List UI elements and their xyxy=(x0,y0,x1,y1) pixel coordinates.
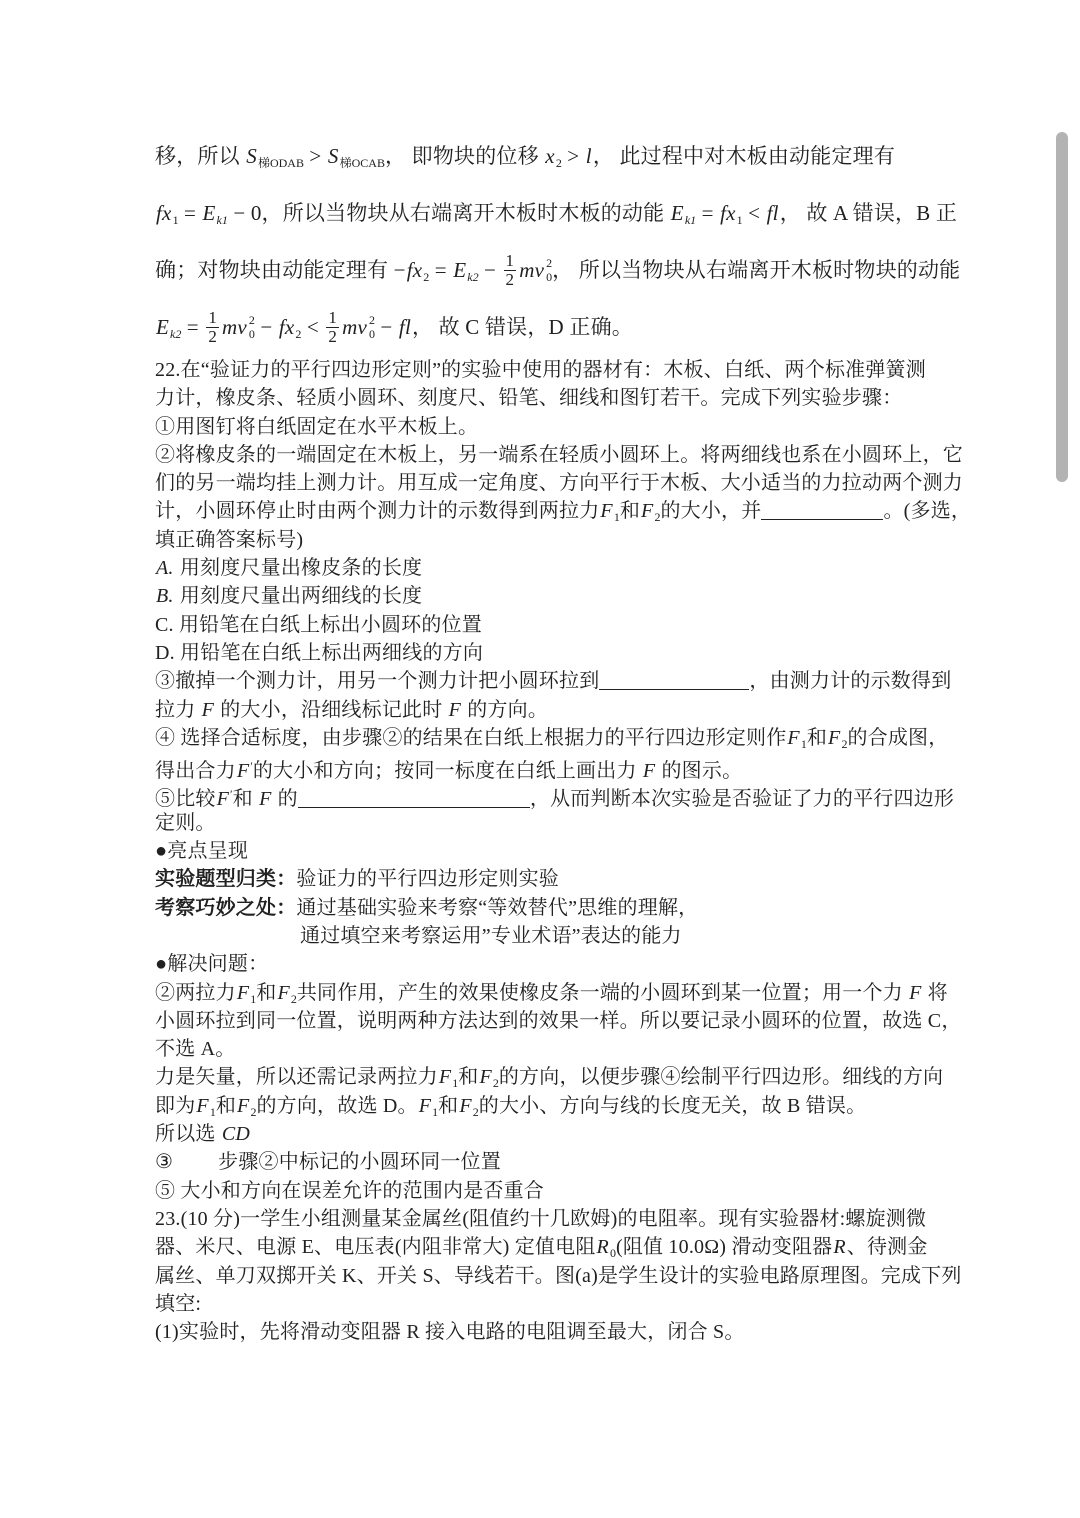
subscript: 1 xyxy=(172,213,179,227)
doc-line: 考察巧妙之处：通过基础实验来考察“等效替代”思维的理解， xyxy=(155,896,699,919)
math-variable: E xyxy=(202,201,216,225)
doc-line: 所以选 CD xyxy=(155,1123,250,1146)
fraction: $\frac{1}{2}$ xyxy=(208,307,218,346)
fraction: $\frac{1}{2}$ xyxy=(505,250,515,289)
math-variable: F xyxy=(201,698,215,721)
doc-line: ②两拉力$F_1$和$F_2$共同作用，产生的效果使橡皮条一端的小圆环到某一位置；用一个力 F 将 xyxy=(155,981,948,1006)
math-variable: R xyxy=(833,1236,846,1259)
math-variable: F xyxy=(237,1094,250,1117)
math-variable: F xyxy=(438,1066,452,1089)
doc-line: 小圆环拉到同一位置，说明两种方法达到的效果一样。所以要记录小圆环的位置，故选 C， xyxy=(155,1009,962,1032)
math-variable: E xyxy=(670,201,684,225)
subscript: 2 xyxy=(290,991,297,1006)
subscript: 1 xyxy=(209,1104,216,1119)
math-variable: F xyxy=(236,760,250,783)
math-variable: S xyxy=(246,144,257,168)
math-variable: F xyxy=(909,981,922,1004)
math-variable: CD xyxy=(221,1123,250,1146)
math-variable: F xyxy=(642,760,656,783)
doc-line: 拉力 F 的大小，沿细线标记此时 F 的方向。 xyxy=(155,698,549,721)
doc-line: 力计，橡皮条、轻质小圆环、刻度尺、铅笔、细线和图钉若干。完成下列实验步骤： xyxy=(155,387,903,410)
doc-line: ③ 步骤②中标记的小圆环同一位置 xyxy=(155,1151,501,1174)
subscript: 2 xyxy=(472,1104,479,1119)
math-variable: B. xyxy=(156,585,174,608)
doc-line: A. 用刻度尺量出橡皮条的长度 xyxy=(156,557,423,580)
math-variable: F xyxy=(641,500,654,523)
subscript: 2 xyxy=(555,156,562,170)
fill-in-blank xyxy=(298,788,530,808)
doc-line: 不选 A。 xyxy=(155,1038,236,1061)
math-variable: F xyxy=(459,1094,472,1117)
fill-in-blank xyxy=(599,670,749,690)
subscript: 2 xyxy=(841,736,848,751)
superscript: ′ xyxy=(250,759,253,774)
subscript: 梯ODAB xyxy=(257,156,304,170)
doc-line: ①用图钉将白纸固定在水平木板上。 xyxy=(155,415,479,438)
doc-line: ⑤ 大小和方向在误差允许的范围内是否重合 xyxy=(155,1179,544,1202)
math-variable: F xyxy=(418,1094,432,1117)
math-variable: fx xyxy=(406,258,423,282)
doc-line: ④ 选择合适标度，由步骤②的结果在白纸上根据力的平行四边形定则作$F_1$和$F_2$的合成图， xyxy=(155,726,949,751)
fill-in-blank xyxy=(761,500,883,520)
subscript: k2 xyxy=(467,270,479,284)
scrollbar-thumb[interactable] xyxy=(1056,132,1068,482)
math-variable: mv xyxy=(519,258,545,282)
bold-label: 考察巧妙之处： xyxy=(155,896,297,919)
math-variable: F xyxy=(259,788,272,811)
doc-line: 力是矢量，所以还需记录两拉力$F_1$和$F_2$的方向，以便步骤④绘制平行四边形。细线的方向 xyxy=(155,1066,944,1091)
doc-line: 23.(10 分)一学生小组测量某金属丝(阻值约十几欧姆)的电阻率。现有实验器材:螺旋测微 xyxy=(155,1207,927,1230)
fraction: $\frac{1}{2}$ xyxy=(328,307,338,346)
subscript: 1 xyxy=(432,1104,439,1119)
doc-line: 器、米尺、电源 E、电压表(内阻非常大) 定值电阻$R_0$(阻值 10.0Ω) 滑动变阻器R、待测金 xyxy=(155,1236,928,1261)
math-variable: fx xyxy=(156,201,172,225)
doc-line: ●亮点呈现 xyxy=(155,840,249,863)
math-variable: F xyxy=(600,500,613,523)
doc-line: ③撤掉一个测力计，用另一个测力计把小圆环拉到 ，由测力计的示数得到 xyxy=(155,670,952,693)
subscript: 0 xyxy=(609,1246,616,1261)
doc-line: 填空: xyxy=(155,1292,202,1315)
doc-line: Ek2 = $\frac{1}{2}$ mv 2 0 − fx2 < $\frac{1}{2}$ mv 2 0 − fl， 故 C 错误，D 正确。 xyxy=(156,307,633,346)
subscript: 1 xyxy=(613,510,620,525)
doc-line: 填正确答案标号) xyxy=(155,528,304,551)
doc-line: 22.在“验证力的平行四边形定则”的实验中使用的器材有：木板、白纸、两个标准弹簧测 xyxy=(155,359,926,381)
math-variable: fl xyxy=(398,315,411,339)
subscript: 1 xyxy=(800,736,807,751)
subscript: 2 xyxy=(654,510,661,525)
math-variable: E xyxy=(453,258,467,282)
subscript: 1 xyxy=(452,1076,459,1091)
doc-line: 即为$F_1$和$F_2$的方向，故选 D。$F_1$和$F_2$的大小、方向与线的长度无关，故 B 错误。 xyxy=(155,1094,867,1119)
math-variable: S xyxy=(327,144,339,168)
superscript: ′ xyxy=(230,787,233,802)
subscript: 2 xyxy=(492,1076,499,1091)
doc-line: (1)实验时，先将滑动变阻器 R 接入电路的电阻调至最大，闭合 S。 xyxy=(155,1321,745,1344)
document-page xyxy=(155,128,972,1346)
math-variable: R xyxy=(596,1236,609,1259)
subscript: k1 xyxy=(216,213,228,227)
math-variable: fl xyxy=(766,201,779,225)
doc-line: 通过填空来考察运用”专业术语”表达的能力 xyxy=(300,924,682,947)
subscript: 2 xyxy=(423,270,430,284)
sub-superscript: 2 0 xyxy=(546,256,553,285)
doc-line: 确；对物块由动能定理有 −fx2 = Ek2 − $\frac{1}{2}$ mv 2 0 ， 所以当物块从右端离开木板时物块的动能 xyxy=(155,250,961,289)
sub-superscript: 2 0 xyxy=(248,313,255,342)
subscript: 1 xyxy=(250,991,257,1006)
subscript: 1 xyxy=(736,213,743,227)
subscript: 2 xyxy=(295,327,302,341)
doc-line: 定则。 xyxy=(155,811,216,834)
doc-line: 计，小圆环停止时由两个测力计的示数得到两拉力$F_1$和$F_2$的大小，并 。(多选， xyxy=(155,500,972,525)
doc-line: 得出合力F′的大小和方向；按同一标度在白纸上画出力 F 的图示。 xyxy=(155,759,743,783)
math-variable: F xyxy=(277,981,290,1004)
math-variable: A. xyxy=(156,557,174,580)
sub-superscript: 2 0 xyxy=(368,313,375,342)
math-variable: l xyxy=(585,144,592,168)
math-variable: mv xyxy=(342,315,367,339)
math-variable: x xyxy=(545,144,555,168)
doc-line: 移，所以 S梯ODAB > S梯OCAB， 即物块的位移 x2 > l， 此过程中对木板由动能定理有 xyxy=(155,144,896,170)
doc-line: ②将橡皮条的一端固定在木板上，另一端系在轻质小圆环上。将两细线也系在小圆环上，它 xyxy=(155,443,963,466)
math-variable: E xyxy=(156,315,170,339)
subscript: k2 xyxy=(170,327,182,341)
doc-line: B. 用刻度尺量出两细线的长度 xyxy=(156,585,423,608)
math-variable: fx xyxy=(720,201,736,225)
doc-line: ⑤比较F′和 F 的 ，从而判断本次实验是否验证了力的平行四边形 xyxy=(155,787,955,811)
doc-line: D. 用铅笔在白纸上标出两细线的方向 xyxy=(155,641,484,664)
math-variable: F xyxy=(236,981,250,1004)
math-variable: F xyxy=(787,726,800,749)
math-variable: F xyxy=(479,1066,492,1089)
math-variable: F xyxy=(216,788,230,811)
math-variable: F xyxy=(196,1094,209,1117)
doc-line: 们的另一端均挂上测力计。用互成一定角度、方向平行于木板、大小适当的力拉动两个测力 xyxy=(155,472,963,495)
math-variable: F xyxy=(828,726,841,749)
doc-line: 属丝、单刀双掷开关 K、开关 S、导线若干。图(a)是学生设计的实验电路原理图。完成下列 xyxy=(155,1264,962,1287)
subscript: 梯OCAB xyxy=(339,156,385,170)
bold-label: 实验题型归类： xyxy=(155,868,297,891)
doc-line: 实验题型归类：验证力的平行四边形定则实验 xyxy=(155,868,560,891)
doc-line: C. 用铅笔在白纸上标出小圆环的位置 xyxy=(155,613,482,636)
math-variable: fx xyxy=(278,315,295,339)
doc-line: ●解决问题： xyxy=(155,953,269,976)
math-variable: mv xyxy=(222,315,247,339)
subscript: k1 xyxy=(684,213,697,227)
doc-line: fx1 = Ek1 − 0，所以当物块从右端离开木板时木板的动能 Ek1 = fx1 < fl， 故 A 错误，B 正 xyxy=(156,201,958,227)
math-variable: F xyxy=(448,698,462,721)
subscript: 2 xyxy=(250,1104,257,1119)
